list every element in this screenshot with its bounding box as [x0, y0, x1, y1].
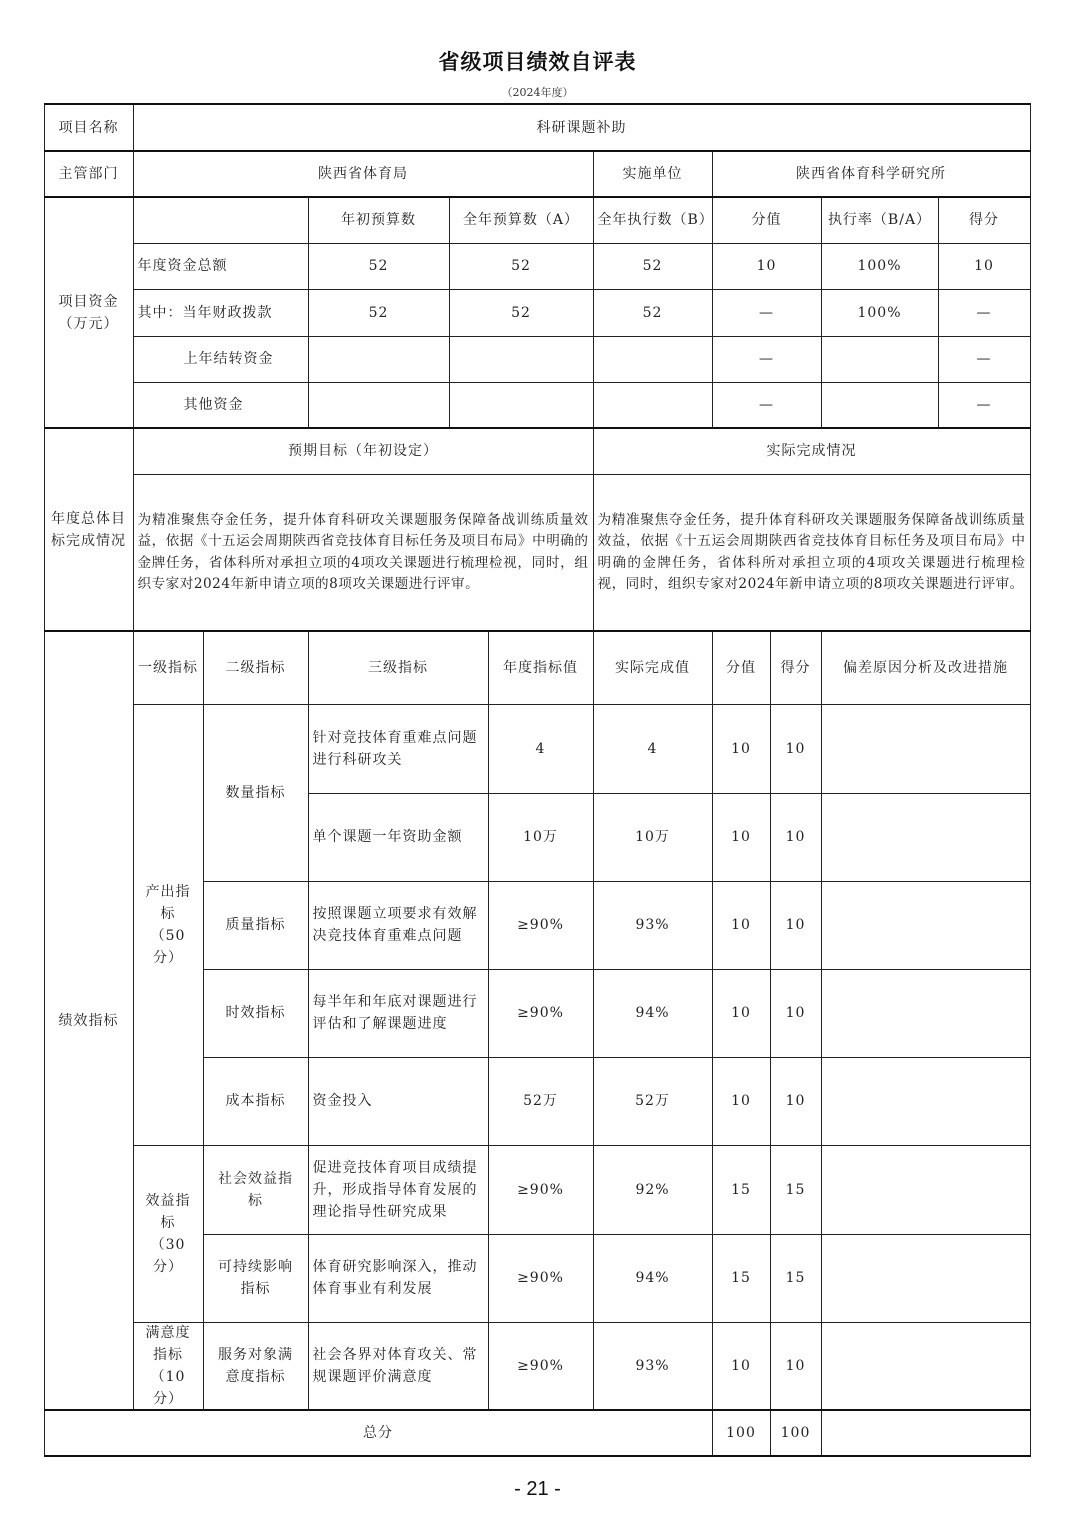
funds-row-1-label	[133, 289, 309, 337]
indicator-row-5-level3	[308, 1145, 489, 1235]
section-divider	[44, 103, 1031, 105]
unit-label-text: 实施单位	[622, 166, 683, 182]
indicator-row-0-actual-text: 4	[647, 740, 658, 757]
indicator-row-4-deviation	[821, 1057, 1031, 1146]
indicator-row-0-score	[770, 704, 822, 794]
funds-row-1-score-text: —	[976, 304, 992, 321]
funds-header-4-text: 分值	[751, 212, 782, 228]
section-divider	[44, 150, 1031, 152]
level1-satisfaction	[133, 1322, 204, 1411]
indicator-row-3-score	[770, 969, 822, 1058]
funds-row-0-score_value	[712, 243, 822, 290]
dept-value	[133, 151, 594, 198]
indicator-row-0-score-text: 10	[785, 740, 806, 757]
funds-row-0-annual	[449, 243, 594, 290]
indicator-row-2-score-text: 10	[785, 917, 806, 933]
funds-row-0-rate-text: 100%	[857, 258, 902, 274]
project-name-label-text: 项目名称	[58, 119, 119, 136]
indicator-row-5-weight-text: 15	[731, 1181, 751, 1198]
indicator-row-5-level3-text: 促进竞技体育项目成绩提升，形成指导体育发展的理论指导性研究成果	[312, 1159, 478, 1220]
funds-row-3-annual	[449, 382, 594, 429]
indicator-header-target	[488, 631, 594, 705]
indicator-row-0-level3-text: 针对竞技体育重难点问题进行科研攻关	[312, 729, 478, 768]
level2-indicator-1	[203, 881, 309, 970]
funds-row-0-initial-text: 52	[368, 258, 389, 274]
level2-indicator-0	[203, 704, 309, 882]
indicator-row-1-target-text: 10万	[523, 829, 558, 845]
funds-row-2-label	[133, 336, 309, 383]
indicator-header-score	[770, 631, 822, 705]
funds-row-3-score	[938, 382, 1031, 429]
indicator-row-3-weight-text: 10	[731, 1005, 751, 1021]
level2-indicator-3-text: 成本指标	[225, 1093, 286, 1109]
indicator-row-2-weight	[712, 881, 771, 970]
level2-indicator-6-text: 服务对象满意度指标	[218, 1347, 293, 1385]
funds-section-label	[44, 197, 134, 429]
indicator-row-6-level3-text: 体育研究影响深入，推动体育事业有利发展	[312, 1259, 478, 1297]
indicator-row-7-score	[770, 1322, 822, 1411]
indicators-section-label	[44, 631, 134, 1411]
indicator-row-6-score-text: 15	[785, 1270, 806, 1286]
funds-row-3-score_value-text: —	[759, 397, 774, 413]
indicator-row-5-actual-text: 92%	[635, 1181, 670, 1198]
indicator-row-2-score	[770, 881, 822, 970]
document-subtitle: （2024年度）	[501, 86, 574, 99]
funds-row-3-executed	[593, 382, 713, 429]
unit-value	[712, 151, 1031, 198]
indicator-row-1-actual-text: 10万	[635, 829, 670, 845]
funds-row-3-rate	[821, 382, 939, 429]
actual-goal-header	[593, 428, 1031, 475]
indicator-row-3-actual	[593, 969, 713, 1058]
funds-row-2-annual	[449, 336, 594, 383]
level2-indicator-2	[203, 969, 309, 1058]
funds-row-2-executed	[593, 336, 713, 383]
indicator-row-4-level3-text: 资金投入	[312, 1093, 373, 1109]
indicator-header-level1-text: 一级指标	[138, 659, 198, 676]
funds-header-0	[133, 197, 309, 244]
indicator-row-1-score	[770, 793, 822, 882]
funds-row-1-executed-text: 52	[642, 304, 663, 321]
project-name-value	[133, 104, 1031, 152]
actual-goal-header-text: 实际完成情况	[766, 443, 857, 459]
funds-row-3-score_value	[712, 382, 822, 429]
goals-section-label	[44, 428, 134, 632]
document-title: 省级项目绩效自评表	[438, 50, 637, 74]
funds-row-1-score_value	[712, 289, 822, 337]
funds-header-2-text: 全年预算数（A）	[462, 212, 580, 228]
indicator-row-6-target	[488, 1234, 594, 1323]
funds-row-3-label-text: 其他资金	[183, 397, 244, 413]
funds-header-3	[593, 197, 713, 244]
indicator-row-2-deviation	[821, 881, 1031, 970]
expected-goal-header-text: 预期目标（年初设定）	[288, 443, 438, 459]
indicator-row-3-weight	[712, 969, 771, 1058]
funds-row-2-score-text: —	[976, 351, 992, 367]
indicator-row-5-target	[488, 1145, 594, 1235]
indicator-row-4-target	[488, 1057, 594, 1146]
funds-row-1-rate-text: 100%	[857, 304, 902, 321]
total-score	[770, 1410, 822, 1457]
indicator-header-level3	[308, 631, 489, 705]
indicator-row-3-target-text: ≥90%	[517, 1005, 564, 1021]
level2-indicator-2-text: 时效指标	[225, 1005, 286, 1021]
indicator-row-7-actual-text: 93%	[635, 1358, 670, 1374]
indicator-row-1-deviation	[821, 793, 1031, 882]
indicator-row-0-target-text: 4	[535, 740, 546, 757]
indicator-header-score-text: 得分	[780, 659, 811, 676]
funds-row-2-score_value-text: —	[759, 351, 774, 367]
indicator-row-0-actual	[593, 704, 713, 794]
indicator-header-deviation-text: 偏差原因分析及改进措施	[843, 659, 1008, 676]
indicators-section-label-text: 绩效指标	[58, 1012, 119, 1029]
indicator-row-4-weight	[712, 1057, 771, 1146]
funds-row-1-executed	[593, 289, 713, 337]
funds-row-2-score_value	[712, 336, 822, 383]
indicator-row-3-level3	[308, 969, 489, 1058]
indicator-row-5-weight	[712, 1145, 771, 1235]
funds-row-3-score-text: —	[976, 397, 992, 413]
indicator-row-6-actual-text: 94%	[635, 1270, 670, 1286]
dept-label-text: 主管部门	[58, 166, 119, 182]
funds-row-0-score-text: 10	[974, 258, 994, 274]
section-divider	[44, 1455, 1031, 1457]
funds-row-1-annual-text: 52	[511, 304, 531, 321]
funds-row-0-label	[133, 243, 309, 290]
funds-row-1-initial	[308, 289, 450, 337]
funds-row-0-initial	[308, 243, 450, 290]
dept-label	[44, 151, 134, 198]
indicator-row-4-actual-text: 52万	[635, 1093, 670, 1109]
indicator-header-level3-text: 三级指标	[368, 659, 428, 676]
funds-header-6-text: 得分	[969, 212, 999, 228]
indicator-row-1-actual	[593, 793, 713, 882]
level2-indicator-3	[203, 1057, 309, 1146]
indicator-header-level1	[133, 631, 204, 705]
indicator-row-1-score-text: 10	[785, 829, 806, 845]
project-name-value-text: 科研课题补助	[536, 119, 627, 136]
indicator-row-1-level3-text: 单个课题一年资助金额	[312, 829, 463, 845]
level1-satisfaction-text: 满意度指标（10分）	[145, 1325, 191, 1407]
indicator-row-3-level3-text: 每半年和年底对课题进行评估和了解课题进度	[312, 994, 478, 1032]
indicator-row-6-target-text: ≥90%	[517, 1270, 564, 1286]
indicator-row-1-target	[488, 793, 594, 882]
section-divider	[44, 196, 1031, 198]
goals-section-label-text: 年度总体目标完成情况	[51, 510, 126, 549]
indicator-row-5-deviation	[821, 1145, 1031, 1235]
indicator-header-deviation	[821, 631, 1031, 705]
indicator-row-3-actual-text: 94%	[635, 1005, 670, 1021]
indicator-row-2-target	[488, 881, 594, 970]
indicator-row-5-target-text: ≥90%	[517, 1181, 564, 1198]
level2-indicator-0-text: 数量指标	[225, 784, 286, 801]
total-weight-text: 100	[726, 1425, 756, 1441]
funds-row-1-initial-text: 52	[368, 304, 389, 321]
indicator-row-4-level3	[308, 1057, 489, 1146]
indicator-row-2-level3-text: 按照课题立项要求有效解决竞技体育重难点问题	[312, 906, 478, 944]
funds-row-2-score	[938, 336, 1031, 383]
funds-row-1-annual	[449, 289, 594, 337]
unit-label	[593, 151, 713, 198]
funds-header-1	[308, 197, 450, 244]
page-number: - 21 -	[514, 1478, 561, 1500]
level2-indicator-5	[203, 1234, 309, 1323]
funds-row-1-label-text: 其中：当年财政拨款	[137, 304, 273, 321]
dept-value-text: 陕西省体育局	[318, 166, 408, 182]
funds-row-2-label-text: 上年结转资金	[183, 351, 274, 367]
indicator-row-5-score-text: 15	[785, 1181, 806, 1198]
unit-value-text: 陕西省体育科学研究所	[796, 166, 946, 182]
expected-goal-header	[133, 428, 594, 475]
indicator-row-2-actual	[593, 881, 713, 970]
indicator-row-1-weight-text: 10	[731, 829, 751, 845]
indicator-row-2-level3	[308, 881, 489, 970]
total-deviation	[821, 1410, 1031, 1457]
indicator-row-4-target-text: 52万	[523, 1093, 558, 1109]
funds-row-2-rate	[821, 336, 939, 383]
funds-header-5	[821, 197, 939, 244]
indicator-row-4-score	[770, 1057, 822, 1146]
total-label	[44, 1410, 713, 1457]
actual-goal-text	[593, 474, 1031, 632]
level2-indicator-4-text: 社会效益指标	[218, 1170, 293, 1209]
section-divider	[44, 630, 1031, 632]
funds-row-0-label-text: 年度资金总额	[137, 258, 228, 274]
indicator-row-6-actual	[593, 1234, 713, 1323]
indicator-header-actual	[593, 631, 713, 705]
funds-header-1-text: 年初预算数	[341, 212, 416, 228]
indicator-row-4-actual	[593, 1057, 713, 1146]
funds-row-1-score	[938, 289, 1031, 337]
funds-section-label-text: 项目资金（万元）	[58, 293, 119, 332]
indicator-row-0-weight	[712, 704, 771, 794]
funds-row-3-initial	[308, 382, 450, 429]
indicator-row-0-deviation	[821, 704, 1031, 794]
indicator-row-7-target-text: ≥90%	[517, 1358, 564, 1374]
funds-header-6	[938, 197, 1031, 244]
indicator-row-3-target	[488, 969, 594, 1058]
section-divider	[44, 1409, 1031, 1411]
funds-row-3-label	[133, 382, 309, 429]
level1-benefit-text: 效益指标（30分）	[145, 1192, 191, 1275]
actual-goal-text-text: 为精准聚焦夺金任务，提升体育科研攻关课题服务保障备战训练质量效益，依据《十五运会周期陕西省竞技体育目标任务及项目布局》中明确的金牌任务，省体科所对承担立项的4项攻关课题进行梳理检视，同时，组织专家对2024年新申请立项的8项攻关课题进行评审。	[597, 511, 1026, 592]
indicator-header-weight	[712, 631, 771, 705]
total-label-text: 总分	[363, 1425, 393, 1441]
indicator-row-2-target-text: ≥90%	[517, 917, 564, 933]
funds-header-2	[449, 197, 594, 244]
level2-indicator-6	[203, 1322, 309, 1411]
indicator-row-7-deviation	[821, 1322, 1031, 1411]
level1-output-text: 产出指标（50分）	[145, 883, 191, 966]
indicator-row-4-score-text: 10	[785, 1093, 806, 1109]
funds-row-0-executed-text: 52	[642, 258, 663, 274]
funds-row-0-executed	[593, 243, 713, 290]
indicator-header-weight-text: 分值	[726, 659, 756, 676]
funds-row-2-initial	[308, 336, 450, 383]
indicator-header-target-text: 年度指标值	[503, 659, 578, 676]
funds-row-0-annual-text: 52	[511, 258, 531, 274]
indicator-row-7-score-text: 10	[785, 1358, 806, 1374]
indicator-row-1-level3	[308, 793, 489, 882]
funds-row-1-rate	[821, 289, 939, 337]
level1-benefit	[133, 1145, 204, 1323]
funds-header-5-text: 执行率（B/A）	[827, 212, 932, 228]
funds-row-1-score_value-text: —	[759, 304, 774, 321]
indicator-row-5-actual	[593, 1145, 713, 1235]
total-weight	[712, 1410, 771, 1457]
funds-row-0-score	[938, 243, 1031, 290]
indicator-row-7-level3	[308, 1322, 489, 1411]
indicator-row-0-level3	[308, 704, 489, 794]
funds-header-4	[712, 197, 822, 244]
funds-row-0-score_value-text: 10	[756, 258, 777, 274]
indicator-row-0-weight-text: 10	[731, 740, 751, 757]
project-name-label	[44, 104, 134, 152]
indicator-header-level2-text: 二级指标	[225, 659, 286, 676]
funds-header-3-text: 全年执行数（B）	[597, 212, 714, 228]
indicator-row-1-weight	[712, 793, 771, 882]
section-divider	[44, 427, 1031, 429]
total-score-text: 100	[780, 1425, 811, 1441]
indicator-row-6-deviation	[821, 1234, 1031, 1323]
indicator-header-actual-text: 实际完成值	[615, 659, 690, 676]
level2-indicator-5-text: 可持续影响指标	[218, 1259, 293, 1297]
indicator-row-3-score-text: 10	[785, 1005, 806, 1021]
indicator-row-6-weight	[712, 1234, 771, 1323]
expected-goal-text	[133, 474, 594, 632]
indicator-row-7-target	[488, 1322, 594, 1411]
expected-goal-text-text: 为精准聚焦夺金任务，提升体育科研攻关课题服务保障备战训练质量效益，依据《十五运会周期陕西省竞技体育目标任务及项目布局》中明确的金牌任务，省体科所对承担立项的4项攻关课题进行梳理检视，同时，组织专家对2024年新申请立项的8项攻关课题进行评审。	[137, 511, 589, 592]
indicator-header-level2	[203, 631, 309, 705]
indicator-row-7-actual	[593, 1322, 713, 1411]
indicator-row-6-level3	[308, 1234, 489, 1323]
indicator-row-2-actual-text: 93%	[635, 917, 670, 933]
funds-row-0-rate	[821, 243, 939, 290]
indicator-row-0-target	[488, 704, 594, 794]
indicator-row-5-score	[770, 1145, 822, 1235]
indicator-row-7-weight-text: 10	[731, 1358, 751, 1374]
indicator-row-3-deviation	[821, 969, 1031, 1058]
indicator-row-2-weight-text: 10	[731, 917, 751, 933]
level1-output	[133, 704, 204, 1146]
indicator-row-6-weight-text: 15	[731, 1270, 751, 1286]
level2-indicator-1-text: 质量指标	[225, 917, 286, 933]
indicator-row-7-level3-text: 社会各界对体育攻关、常规课题评价满意度	[312, 1347, 478, 1385]
level2-indicator-4	[203, 1145, 309, 1235]
indicator-row-4-weight-text: 10	[731, 1093, 751, 1109]
indicator-row-6-score	[770, 1234, 822, 1323]
indicator-row-7-weight	[712, 1322, 771, 1411]
